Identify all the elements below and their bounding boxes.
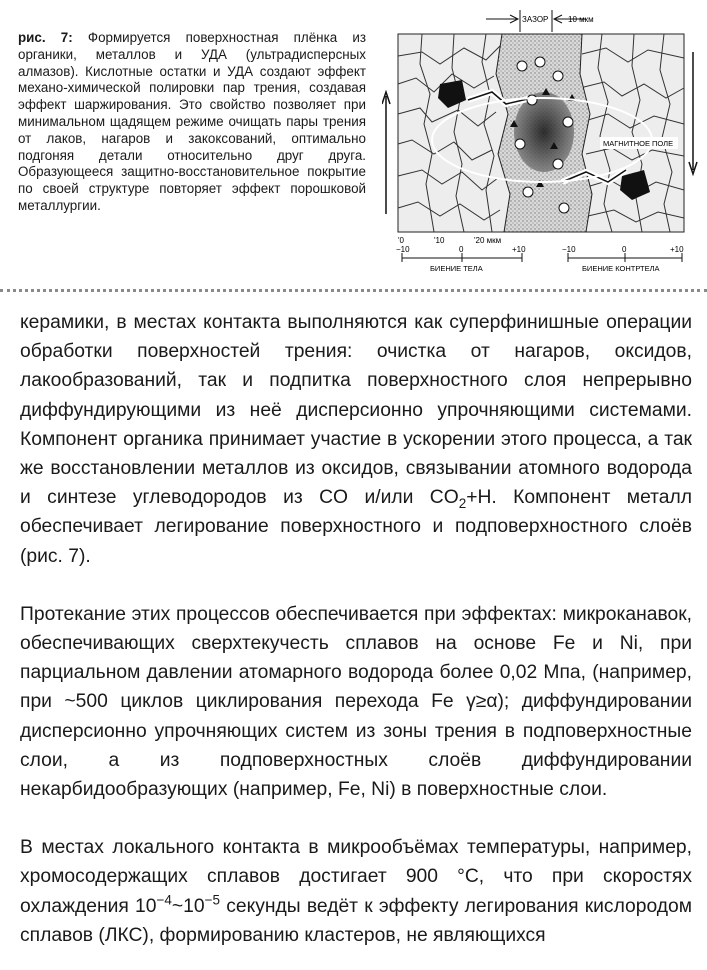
dotted-separator	[0, 289, 707, 292]
scale-left-min: −10	[396, 245, 410, 254]
beat-body-label: БИЕНИЕ ТЕЛА	[430, 264, 483, 273]
scale-top-10: '10	[434, 236, 445, 245]
article-body	[20, 308, 692, 950]
scale-top-0: '0	[398, 236, 404, 245]
figure-caption-text: Формируется поверхностная плёнка из органики, металлов и УДА (ультрадисперсных алмазов). Кислотные остатки и УДА создают эффект механо-химической полировки пар трения, создавая эффект шаржирования. Это свойство позволяет при минимальном щадящем режиме очищать пары трения от лаков, нагаров и закоксований, оптимально подгоняя детали относительно друг друга. Образующееся защитно-восстановительное покрытие по своей структуре повторяет эффект порошковой металлургии.	[18, 30, 366, 213]
motion-arrow-down-icon	[689, 52, 697, 174]
gap-size: 10 мкм	[568, 15, 594, 24]
scale-right-zero: 0	[622, 245, 627, 254]
scale-left-max: +10	[512, 245, 526, 254]
paragraph-3: В местах локального контакта в микрообъёмах температуры, например, хромосодержащих сплавов достигает 900 °С, что при скоростях охлаждения $10^{-4}\sim 10^{-5}$ секунды ведёт к эффекту легирования кислородом сплавов (ЛКС), формированию кластеров, не являющихся	[20, 837, 693, 946]
motion-arrow-up-icon	[382, 92, 390, 214]
paragraph-1: керамики, в местах контакта выполняются как суперфинишные операции обработки поверхностей трения: очистка от нагаров, оксидов, лакообразований, так и подпитка поверхностного слоя непрерывно диффундирующими из неё дисперсионно упрочняющими системами. Компонент органика принимает участие в ускорении этого процесса, а так же восстановлении металлов из оксидов, связывании атомного водорода и синтезе углеводородов из CO и/или $CO_2+H$. Компонент металл обеспечивает легирование поверхностного и подповерхностного слоёв (рис. 7).	[20, 312, 692, 567]
beat-counterbody-label: БИЕНИЕ КОНТРТЕЛА	[582, 264, 660, 273]
gap-label: ЗАЗОР	[522, 15, 549, 24]
figure-caption	[18, 30, 366, 215]
metal-grain-structure	[398, 34, 684, 232]
scale-top-20: '20 мкм	[474, 236, 502, 245]
scale-right-max: +10	[670, 245, 684, 254]
figure-label: рис. 7:	[18, 30, 73, 45]
paragraph-2: Протекание этих процессов обеспечивается при эффектах: микроканавок, обеспечивающих сверхтекучесть сплавов на основе Fe и Ni, при парциальном давлении атомарного водорода более 0,02 Мпа, (например, при ~500 циклов циклирования перехода Fe γ≥α); диффундировании дисперсионно упрочняющих систем из зоны трения в подповерхностные слои, а из подповерхностных слоёв диффундировании некарбидообразующих (например, Fe, Ni) в поверхностные слои.	[20, 603, 692, 801]
scale-right-min: −10	[562, 245, 576, 254]
magnetic-field-label: МАГНИТНОЕ ПОЛЕ	[603, 139, 674, 148]
figure-7-diagram	[382, 4, 700, 276]
scale-left-zero: 0	[459, 245, 464, 254]
